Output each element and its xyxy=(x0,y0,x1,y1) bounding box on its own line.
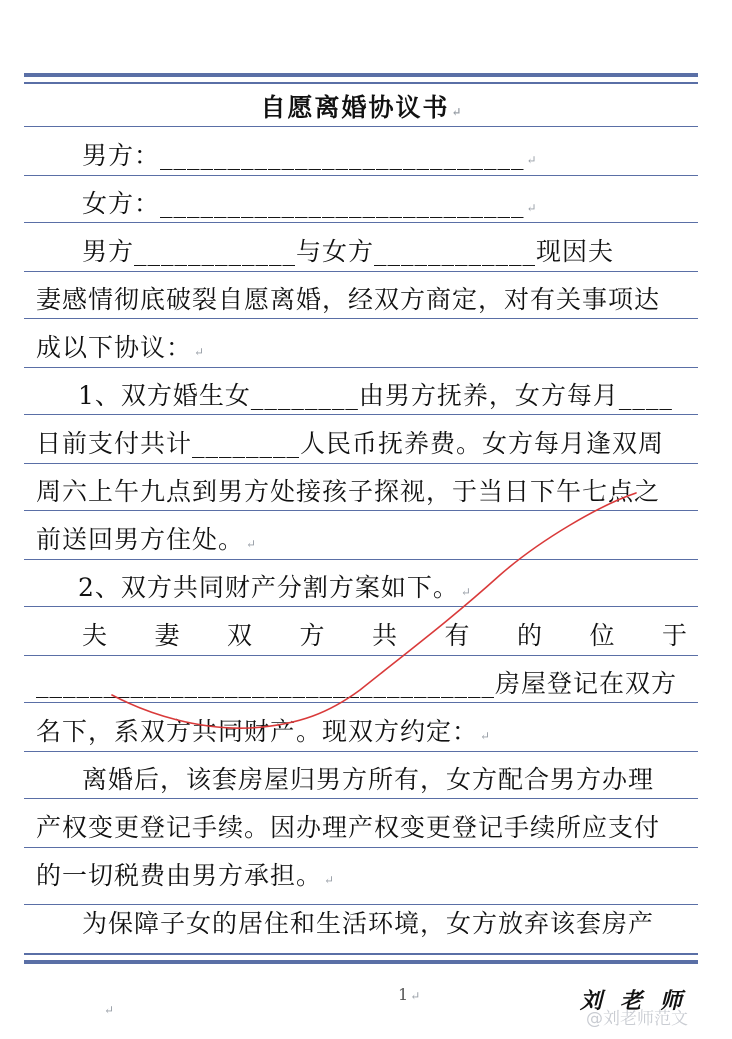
wife-line: 女方：___________________________ ↵ xyxy=(82,189,537,218)
para5-line2: 产权变更登记手续。因办理产权变更登记手续所应支付 xyxy=(36,813,661,842)
paragraph-mark: ↵ xyxy=(104,1003,115,1017)
para2-line4: 前送回男方住处。 ↵ xyxy=(36,525,257,554)
para4-line2: __________________________________房屋登记在双方 xyxy=(36,669,678,698)
para2-line3: 周六上午九点到男方处接孩子探视，于当日下午七点之 xyxy=(36,477,661,506)
para4-line3: 名下，系双方共同财产。现双方约定： ↵ xyxy=(36,717,491,746)
husband-line: 男方：___________________________ ↵ xyxy=(82,141,537,170)
para2-line2: 日前支付共计________人民币抚养费。女方每月逢双周 xyxy=(36,429,665,458)
para1-line2: 妻感情彻底破裂自愿离婚，经双方商定，对有关事项达 xyxy=(36,285,661,314)
watermark: @刘老师范文 xyxy=(586,1009,688,1029)
para1-line1: 男方____________与女方____________现因夫 xyxy=(82,237,615,266)
para4-line1: 夫 妻 双 方 共 有 的 位 于 xyxy=(82,621,688,650)
page-number: 1 ↵ xyxy=(398,985,421,1004)
para1-line3: 成以下协议： ↵ xyxy=(36,333,205,362)
document-title: 自愿离婚协议书 ↵ xyxy=(260,93,462,122)
para6-line1: 为保障子女的居住和生活环境，女方放弃该套房产 xyxy=(82,909,655,938)
para5-line3: 的一切税费由男方承担。 ↵ xyxy=(36,861,335,890)
para5-line1: 离婚后，该套房屋归男方所有，女方配合男方办理 xyxy=(82,765,655,794)
para2-line1: 1、双方婚生女________由男方抚养，女方每月____ xyxy=(78,381,673,410)
para3-line1: 2、双方共同财产分割方案如下。 ↵ xyxy=(78,573,471,602)
red-pen-stroke xyxy=(112,493,636,728)
signature: 刘老师 xyxy=(580,988,701,1014)
